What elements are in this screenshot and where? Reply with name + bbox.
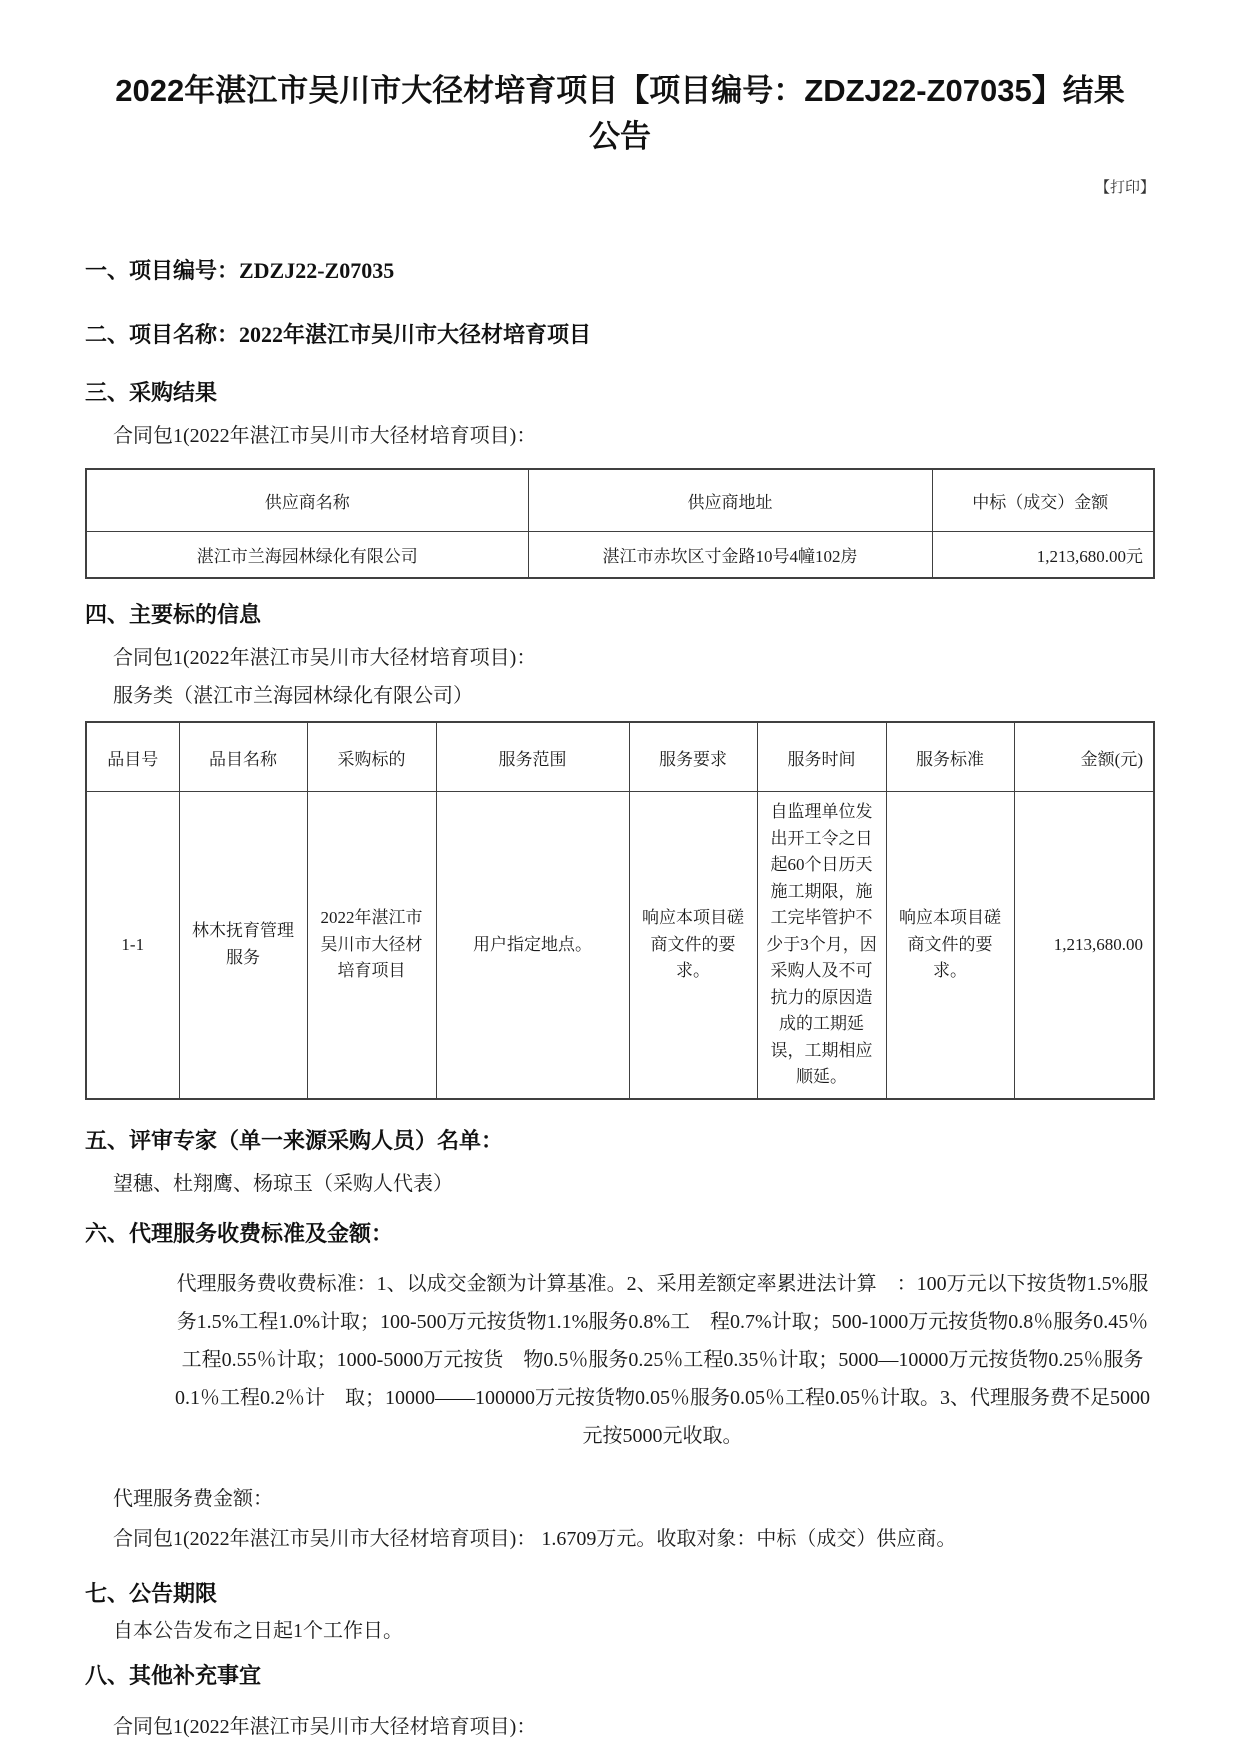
agency-fee-amount-label: 代理服务费金额： bbox=[113, 1487, 273, 1510]
item-number-header: 品目号 bbox=[86, 722, 179, 792]
section-heading-procurement-result: 三、采购结果 bbox=[85, 380, 218, 405]
amount-header: 金额(元) bbox=[1014, 722, 1154, 792]
suppliers-table bbox=[85, 468, 1155, 579]
item-number-cell: 1-1 bbox=[86, 792, 179, 1099]
service-requirement-header: 服务要求 bbox=[629, 722, 757, 792]
section-heading-announcement-period: 七、公告期限 bbox=[85, 1580, 218, 1606]
section-heading-other-matters: 八、其他补充事宜 bbox=[85, 1662, 262, 1688]
award-amount-header: 中标（成交）金额 bbox=[932, 469, 1154, 532]
service-time-header: 服务时间 bbox=[757, 722, 886, 792]
service-standard-cell: 响应本项目磋商文件的要求。 bbox=[886, 792, 1014, 1099]
other-matters-package-line: 合同包1(2022年湛江市吴川市大径材培育项目)： bbox=[113, 1715, 537, 1738]
suppliers-table-header-row bbox=[86, 469, 1154, 532]
amount-cell: 1,213,680.00 bbox=[1014, 792, 1154, 1099]
procurement-subject-cell: 2022年湛江市吴川市大径材培育项目 bbox=[307, 792, 436, 1099]
supplier-address-header: 供应商地址 bbox=[528, 469, 932, 532]
subject-matter-table bbox=[85, 721, 1155, 1100]
service-scope-cell: 用户指定地点。 bbox=[436, 792, 629, 1099]
supplier-name-cell: 湛江市兰海园林绿化有限公司 bbox=[86, 532, 528, 579]
contract-package-line: 合同包1(2022年湛江市吴川市大径材培育项目)： bbox=[113, 425, 537, 447]
award-amount-cell: 1,213,680.00元 bbox=[932, 532, 1154, 579]
section-heading-project-name: 二、项目名称：2022年湛江市吴川市大径材培育项目 bbox=[85, 322, 592, 347]
item-name-header: 品目名称 bbox=[179, 722, 307, 792]
procurement-subject-header: 采购标的 bbox=[307, 722, 436, 792]
section-heading-agency-fee: 六、代理服务收费标准及金额： bbox=[85, 1220, 394, 1246]
subject-table-header-row bbox=[86, 722, 1154, 792]
contract-package-line: 合同包1(2022年湛江市吴川市大径材培育项目)： bbox=[113, 647, 537, 669]
experts-names-line: 望穗、杜翔鹰、杨琼玉（采购人代表） bbox=[113, 1172, 453, 1195]
service-category-line: 服务类（湛江市兰海园林绿化有限公司） bbox=[113, 685, 473, 707]
section-heading-subject-info: 四、主要标的信息 bbox=[85, 602, 262, 627]
section-heading-experts-list: 五、评审专家（单一来源采购人员）名单： bbox=[85, 1127, 504, 1153]
announcement-period-line: 自本公告发布之日起1个工作日。 bbox=[113, 1619, 403, 1642]
subject-row bbox=[86, 792, 1154, 1099]
supplier-address-cell: 湛江市赤坎区寸金路10号4幢102房 bbox=[528, 532, 932, 579]
service-requirement-cell: 响应本项目磋商文件的要求。 bbox=[629, 792, 757, 1099]
item-name-cell: 林木抚育管理服务 bbox=[179, 792, 307, 1099]
service-scope-header: 服务范围 bbox=[436, 722, 629, 792]
service-standard-header: 服务标准 bbox=[886, 722, 1014, 792]
page-title: 2022年湛江市吴川市大径材培育项目【项目编号：ZDZJ22-Z07035】结果公告 bbox=[115, 73, 1125, 154]
supplier-row bbox=[86, 532, 1154, 579]
agency-fee-standard-paragraph: 代理服务费收费标准：1、以成交金额为计算基准。2、采用差额定率累进法计算 ：100万元以下按货物1.5%服务1.5%工程1.0%计取；100-500万元按货物1.1%服务0.8%工 程0.7%计取；500-1000万元按货物0.8％服务0.45％工程0.55％计取；1000-5000万元按货 物0.5％服务0.25％工程0.35％计取；5000—10000万元按货物0.25％服务0.1％工程0.2％计 取；10000——100000万元按货物0.05％服务0.05％工程0.05％计取。3、代理服务费不足5000元按5000元收取。 bbox=[175, 1272, 1150, 1447]
supplier-name-header: 供应商名称 bbox=[86, 469, 528, 532]
service-time-cell: 自监理单位发出开工令之日起60个日历天施工期限，施工完毕管护不少于3个月，因采购人及不可抗力的原因造成的工期延误，工期相应顺延。 bbox=[757, 792, 886, 1099]
print-button[interactable]: 【打印】 bbox=[1094, 179, 1155, 196]
section-heading-project-number: 一、项目编号：ZDZJ22-Z07035 bbox=[85, 258, 395, 283]
print-row bbox=[85, 176, 1155, 196]
agency-fee-amount-line: 合同包1(2022年湛江市吴川市大径材培育项目)： 1.6709万元。收取对象：中标（成交）供应商。 bbox=[113, 1527, 957, 1550]
